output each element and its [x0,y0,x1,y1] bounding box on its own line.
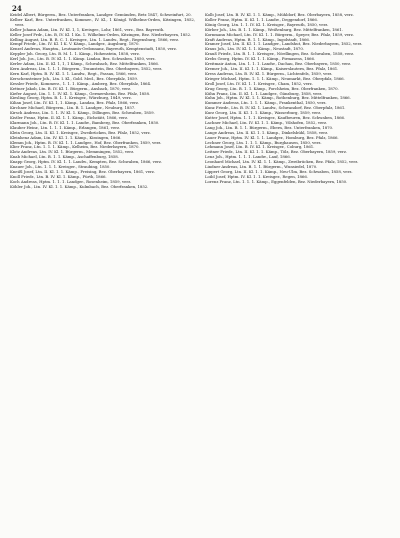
directory-entry: Koller Franz, Hptm. II. Kl. 1. 1. Landw., Deggendorf, 1866. [205,16,318,22]
directory-entry: Knoll Friedr., Ltn. B. IV. Kl. 1. Kämp., Fürth, 1866. [10,173,107,179]
directory-entry: Kern Karl, Hptm. B. IV. Kl. 1. 1. Landw., Regt., Passau, 1866, verz. [10,70,138,76]
directory-entry: Kiefer August, Ltn. 1. 1. IV. Kl. 1. Kämp., Germersheim, Bez. Pfalz, 1858. [10,90,151,96]
directory-entry: Klarmann Joh., Ltn. B. IV. Kl. 1. 1. Landw., Bamberg, Bez. Oberfranken, 1850. [10,119,160,125]
directory-entry: Lachner Michael, Ltn. IV. Kl. 1. 1. Kämp., Vilshofen, 1852, verz. [205,119,328,125]
directory-entry: Kreitmair Anton, Ltn. 1. 1. 1. Landw., Dachau, Bez. Oberbayern, 1850, verz. [205,61,352,67]
directory-entry: Krieger Michael, Hptm. 1. 1. 1. Kämp., Neumarkt, Bez. Oberpfalz, 1866. [205,75,345,81]
directory-entry: Keller Josef Frdr., Ltn. B, IV. Kl. 1 Kn. 1. Wilhelms-Orden, Kitzingen, Bez. Niederbayern, 1852. [10,31,192,37]
directory-entry: Keppler Joh. Georg, Ltn. B. M. 1. 1. Kämp., Hohenstein, 1858, verz. [10,51,140,57]
left-column [10,13,195,190]
directory-entry: Knauer Joh., Ltn. 1. 1. 1. Kreisger., Straubing, 1850. [10,164,111,170]
directory-entry: Kroll Josef, Ltn. IV. Kl. 1. 1. Kreisger., Cham, 1852, verz. [205,80,313,86]
directory-entry: Lindner Andreas, Ltn. B. 1. 1. Bürgerm., Wunsiedel, 1870. [205,164,318,170]
directory-entry: Klotz Andreas, Ltn. IV. Kl. 1. Bürgerm., Memmingen, 1852, verz. [10,149,135,155]
directory-entry: Klemm Joh., Hptm. B. IV. Kl. 1. 1. Landger., Hof, Bez. Oberfranken, 1859, verz. [10,139,162,145]
directory-entry: Kummer Andreas, Ltn. 1. 1. 1. Kämp., Frankenthal, 1850, verz. [205,100,327,106]
directory-entry: Krauß Friedr., Ltn. B. 1. 1. Kreisger., Nördlingen, Bez. Schwaben, 1858, verz. [205,51,355,57]
directory-entry: Lauer Franz, Hptm. IV. Kl. 1. 1. Landger., Homburg, Bez. Pfalz, 1866. [205,134,339,140]
directory-entry: Kirchner Michael, Bürgerm., Ltn. B. 1. Landger., Neuburg, 1857. [10,105,136,111]
directory-entry: Lenz Joh., Hptm. 1. 1. 1. Landw., Lauf, 1866. [205,154,291,160]
directory-entry: Lehmann Josef, Ltn. B. IV. Kl. 1. Kreisger., Coburg, 1861. [205,144,315,150]
directory-entry: Kelber Karl, Bez. Unterfranken, Kommer., IV. Kl., 1 Königl. Wilhelms-Orden, Kitzingen, 1852, verz. [10,16,195,27]
directory-entry: Leitner Friedr., Ltn. II. Kl. 1. 1. Kämp., Tölz, Bez. Oberbayern, 1859, verz. [205,149,348,155]
directory-entry: Kirsch Andreas, Ltn. 1. 1. IV. Kl. 1. Kämp., Dillingen, Bez. Schwaben, 1859. [10,110,155,116]
directory-entry: Koch Andreas, Hptm. 1. 1. 1. Landger., Rosenheim, 1859, verz. [10,178,132,184]
directory-entry: Kunz Friedr., Ltn. B. IV. Kl. 1. Landw., Schwandorf, Bez. Oberpfalz, 1861. [205,105,346,111]
directory-entry: König Georg, Ltn. 1. 1. IV. Kl. 1. Kreisger., Bayreuth, 1850, verz. [205,21,329,27]
directory-entry: Kutter Josef, Hptm. 1. 1. 1. Kreisger., Kaufbeuren, Bez. Schwaben, 1866. [205,115,346,121]
directory-entry: Krebs Georg, Hptm. IV. Kl. 1. 1. Kämp., Pirmasens, 1866. [205,56,316,62]
directory-entry: Klein Georg, Ltn. II. Kl. 1. Kreisger., Zweibrücken, Bez. Pfalz, 1852, verz. [10,129,151,135]
directory-entry: Kraus Joh., Ltn. IV. Kl. 1. 1. Kämp., Neustadt, 1870. [205,46,304,52]
directory-entry: Kettner Jakob, Ltn. B. IV. Kl. 1. Bürgerm., Ansbach, 1870, verz. [10,85,132,91]
two-column-body [10,13,390,190]
directory-entry: Klier Franz, Ltn. 1. 1. 1. Kämp., Kelheim, Bez. Niederbayern, 1870. [10,144,140,150]
directory-entry: Lorenz Franz, Ltn. 1. 1. 1. Kämp., Eggenfelden, Bez. Niederbayern, 1850. [205,178,348,184]
directory-entry: Kenzel Andreas, Hauptm., Leutnants-Ordonnanz, Bayreuth, Kemptenstadt, 1850, verz. [10,46,177,52]
directory-entry: Lang Joh., Ltn. B. 1. 1. Bürgerm., Ebern, Bez. Unterfranken, 1870. [205,124,334,130]
directory-entry: Kühn Franz, Ltn. II. Kl. 1. 1. Landger., Günzburg, 1858, verz. [205,90,323,96]
directory-entry: Köhler Joh., Ltn. IV. Kl. 1. 1. Kämp., Kulmbach, Bez. Oberfranken, 1852. [10,183,149,189]
directory-entry: Kiesling Georg, Hptm. B. 1. 1. Kreisger., Würzburg, 1849, verz. [10,95,132,101]
directory-entry: Keidel Albert, Bürgerm., Bez. Unterfranken, Landger. Gemünden, Betz 1847, Schweinfurt, 20. [10,12,192,17]
directory-entry: Kerschensteiner Joh., Ltn. I. Kl., Gold. Med., Bez. Oberpfalz, 1859. [10,75,139,81]
directory-entry: Krug Georg, Ltn. B. 1. 1. Kämp., Forchheim, Bez. Oberfranken, 1870. [205,85,339,91]
directory-entry: Kerler Adam, Ltn. II. Kl. 1, 1, 1 Kämp., Schwabach, Bez. Mittelfranken, 1866. [10,61,160,67]
directory-entry: Kern Andreas, Ltn. 1. 1. 1. Bürgerm., Traunstein, Bez. Oberbayern, 1852, verz. [10,65,163,71]
directory-entry: Kelling August, Ltn. B. R. C. 1. Kreisger., Ltn. 1. Landw., Regt., Regensburg, 1866, verz. [10,36,180,42]
right-column [205,13,390,190]
directory-entry: Kress Andreas, Ltn. B. IV. Kl. 1. Bürgerm., Lichtenfels, 1859, verz. [205,70,333,76]
directory-entry: Kolb Josef, Ltn. B. IV. Kl. 1. 1. Kämp., Mühldorf, Bez. Oberbayern, 1858, verz. [205,12,354,17]
directory-entry: Kremer Joh., Ltn. II. Kl. 1. 1. Kämp., Kaiserslautern, Bez. Pfalz, 1861. [205,65,339,71]
directory-entry: Kuhn Joh., Hptm. IV. Kl. 1. 1. Kämp., Rothenburg, Bez. Mittelfranken, 1866. [205,95,351,101]
directory-entry: Keller Johann Adam, Ltn. IV. Kl. 1, 1, Kreisger., Lohr, 1861, verz., Bez. Bayreuth. [10,26,165,32]
page-number: 24 [12,4,22,13]
directory-entry: Kraft Andreas, Hptm. B. 1. 1. Kämp., Ingolstadt, 1866. [205,36,311,42]
directory-entry: Kneißl Josef, Ltn. II. Kl. 1. 1. Kämp., Freising, Bez. Oberbayern, 1861, verz. [10,169,155,174]
directory-entry: Kempf Friedr., Ltn. IV. Kl. 1 K. V. Kämp., Landger., Augsburg, 1870. [10,41,140,47]
directory-entry: Knab Michael, Ltn. B. 1. 1. Kämp., Aschaffenburg, 1858. [10,154,119,160]
directory-entry: Klauber Heinr., Ltn. 1. 1. 1. Kämp., Erlangen, 1861, verz. [10,124,121,130]
directory-entry: Leonhard Michael, Ltn. IV. Kl. 1. 1. Kämp., Zweibrücken, Bez. Pfalz, 1852, verz. [205,159,359,165]
directory-entry: Kessler Friedr., Kommerz., 1. 1. 1. Kämp., Amberg, Bez. Oberpfalz, 1864. [10,80,152,86]
directory-entry: Lippert Georg, Ltn. II. Kl. 1. 1. Kämp., Neu-Ulm, Bez. Schwaben, 1858, verz. [205,169,353,174]
directory-entry: Lange Andreas, Ltn. II. Kl. 1. 1. Kämp., Dinkelsbühl, 1858, verz. [205,129,329,135]
directory-entry: Kistler Franz, Hptm. II. Kl. 1. 1. Kämp., Eichstätt, 1866, verz. [10,115,129,121]
directory-entry: Körber Joh., Ltn. B. 1. 1. Kämp., Weißenburg, Bez. Mittelfranken, 1861. [205,26,343,32]
directory-entry: Kramer Josef, Ltn. II. Kl. 1. 1. Landger., Landshut, Bez. Niederbayern, 1852, verz. [205,41,363,47]
directory-entry: Kornmann Michael, Ltn. IV. Kl. 1. 1. Bürgerm., Speyer, Bez. Pfalz, 1859, verz. [205,31,354,37]
directory-entry: Loibl Josef, Hptm. IV. Kl. 1. 1. Kreisger., Regen, 1866. [205,173,308,179]
directory-entry: Kerl Joh. Jos., Ltn. B. IV. Kl. 1. 1. Kämp. Lindau, Bez. Schwaben, 1850, verz. [10,56,156,62]
directory-entry: Kilian Josef, Ltn. IV. Kl. 1, 1. Kämp., Landau, Bez. Pfalz, 1866, verz. [10,100,140,106]
directory-entry: Kurz Georg, Ltn. II. Kl. 1. 1. Kämp., Wasserburg, 1859, verz. [205,110,322,116]
directory-entry: Kleinhenz Adam, Ltn. IV. Kl. 1. 1. Kämp., Kissingen, 1866. [10,134,122,140]
directory-entry: Lechner Georg, Ltn. 1. 1. 1. Kämp., Burghausen, 1850, verz. [205,139,322,145]
directory-entry: Knapp Georg, Hptm. IV. Kl. 1. 1. Landw., Kempten, Bez. Schwaben, 1866, verz. [10,159,163,165]
